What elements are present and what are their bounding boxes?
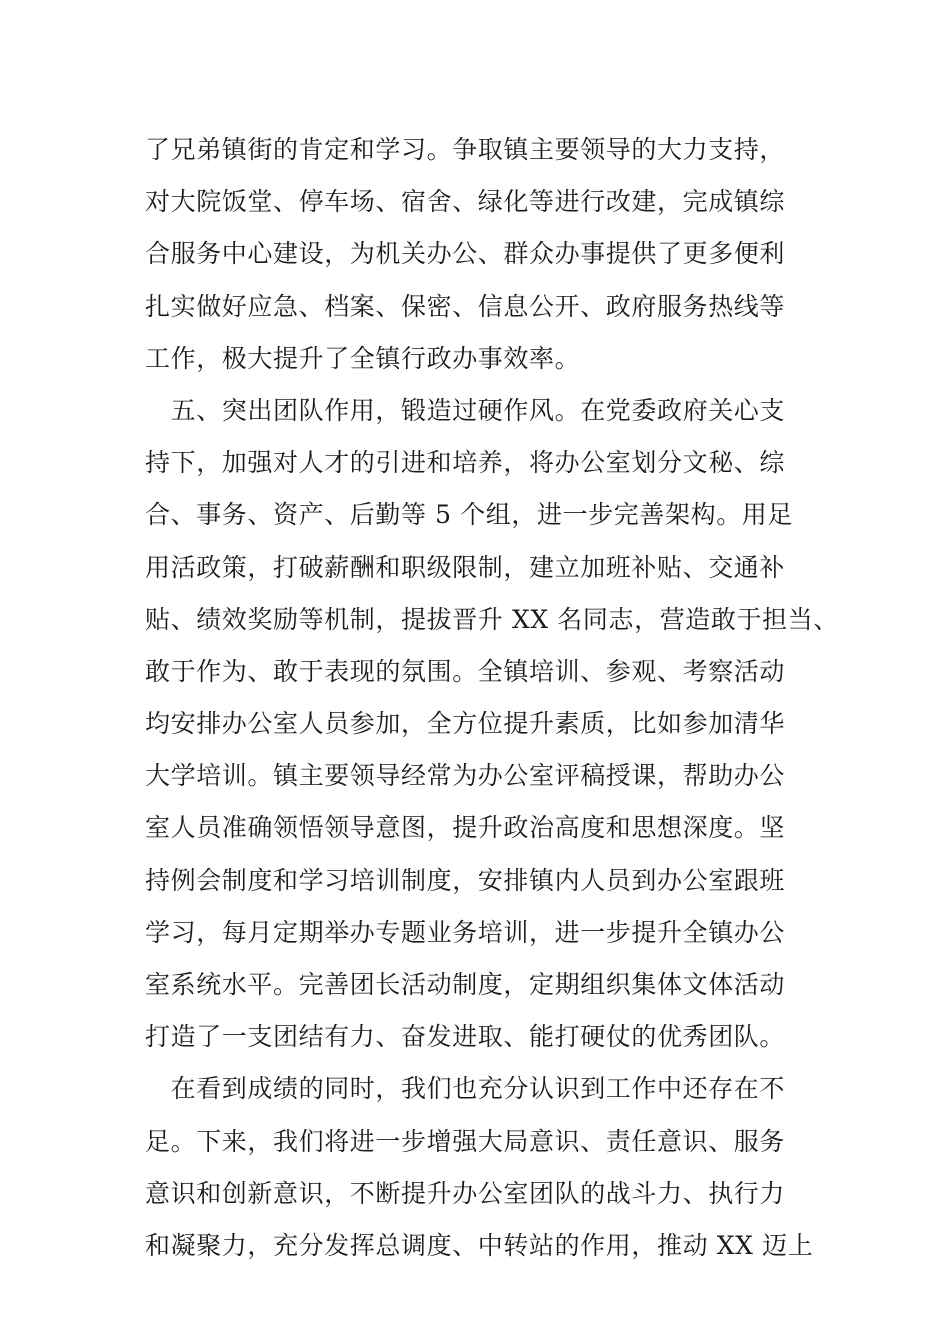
paragraph-start-line: 五、突出团队作用，锻造过硬作风。在党委政府关心支 [145, 395, 786, 425]
text-line: 学习，每月定期举办专题业务培训，进一步提升全镇办公 [145, 917, 786, 947]
text-line: 持下，加强对人才的引进和培养，将办公室划分文秘、综 [145, 448, 786, 478]
text-line: 贴、绩效奖励等机制，提拔晋升 XX 名同志，营造敢于担当、 [145, 604, 839, 634]
text-line: 室人员准确领悟领导意图，提升政治高度和思想深度。坚 [145, 813, 786, 843]
text-line: 大学培训。镇主要领导经常为办公室评稿授课，帮助办公 [145, 761, 786, 791]
text-line: 用活政策，打破薪酬和职级限制，建立加班补贴、交通补 [145, 552, 786, 582]
text-line: 持例会制度和学习培训制度，安排镇内人员到办公室跟班 [145, 865, 786, 895]
text-line: 敢于作为、敢于表现的氛围。全镇培训、参观、考察活动 [145, 656, 786, 686]
text-line: 合服务中心建设，为机关办公、群众办事提供了更多便利 [145, 239, 786, 269]
text-line: 了兄弟镇街的肯定和学习。争取镇主要领导的大力支持， [145, 135, 786, 164]
text-line: 对大院饭堂、停车场、宿舍、绿化等进行改建，完成镇综 [145, 187, 786, 217]
text-line: 工作，极大提升了全镇行政办事效率。 [145, 343, 581, 373]
text-line: 和凝聚力，充分发挥总调度、中转站的作用，推动 XX 迈上 [145, 1230, 814, 1260]
text-line: 均安排办公室人员参加，全方位提升素质，比如参加清华 [145, 709, 786, 739]
text-line: 打造了一支团结有力、奋发进取、能打硬仗的优秀团队。 [145, 1022, 786, 1052]
text-line: 合、事务、资产、后勤等 5 个组，进一步完善架构。用足 [145, 500, 794, 530]
document-body [145, 124, 839, 1272]
text-line: 意识和创新意识，不断提升办公室团队的战斗力、执行力 [145, 1178, 786, 1208]
paragraph-start-line: 在看到成绩的同时，我们也充分认识到工作中还存在不 [145, 1074, 786, 1104]
text-line: 室系统水平。完善团长活动制度，定期组织集体文体活动 [145, 970, 786, 999]
text-line: 扎实做好应急、档案、保密、信息公开、政府服务热线等 [145, 291, 786, 321]
text-line: 足。下来，我们将进一步增强大局意识、责任意识、服务 [145, 1126, 786, 1156]
